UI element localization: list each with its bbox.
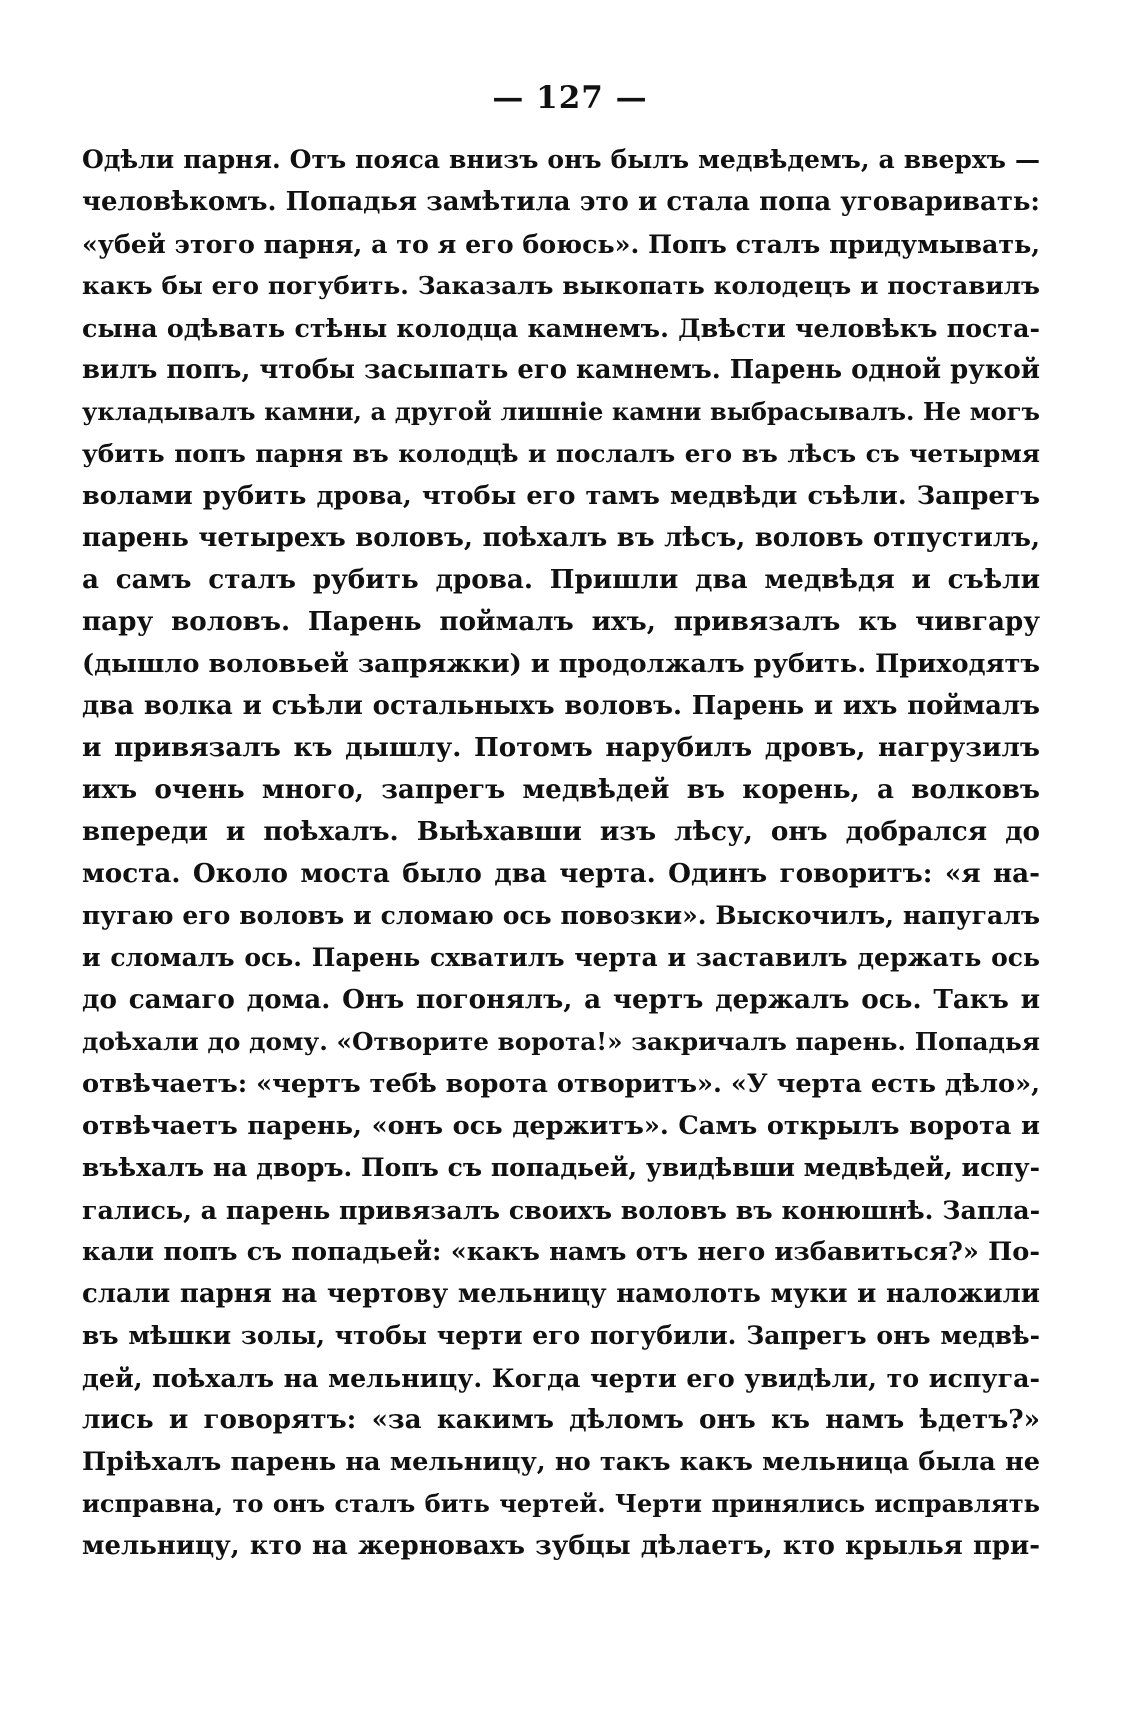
text-line: укладывалъ камни, а другой лишніе камни выбрасывалъ. Не могъ bbox=[82, 397, 1040, 426]
text-line: человѣкомъ. Попадья замѣтила это и стала попа уговаривать: bbox=[82, 187, 1040, 217]
text-line: какъ бы его погубить. Заказалъ выкопать колодецъ и поставилъ bbox=[82, 271, 1040, 300]
text-line: (дышло воловьей запряжки) и продолжалъ рубить. Приходятъ bbox=[82, 649, 1040, 679]
text-line: вилъ попъ, чтобы засыпать его камнемъ. Парень одной рукой bbox=[82, 355, 1040, 385]
text-line: Пріѣхалъ парень на мельницу, но такъ какъ мельница была не bbox=[82, 1447, 1040, 1477]
text-line: парень четырехъ воловъ, поѣхалъ въ лѣсъ, воловъ отпустилъ, bbox=[82, 523, 1040, 553]
text-line: исправна, то онъ сталъ бить чертей. Черти принялись исправлять bbox=[82, 1489, 1040, 1518]
text-line: доѣхали до дому. «Отворите ворота!» закричалъ парень. Попадья bbox=[82, 1027, 1040, 1056]
text-line: дей, поѣхалъ на мельницу. Когда черти его увидѣли, то испуга- bbox=[82, 1363, 1040, 1393]
text-line: пару воловъ. Парень поймалъ ихъ, привязалъ къ чивгару bbox=[82, 606, 1040, 637]
text-line: а самъ сталъ рубить дрова. Пришли два медвѣдя и съѣли bbox=[82, 564, 1040, 595]
text-line: пугаю его воловъ и сломаю ось повозки». Выскочилъ, напугалъ bbox=[82, 901, 1040, 930]
text-line: мельницу, кто на жерновахъ зубцы дѣлаетъ, кто крылья при- bbox=[82, 1531, 1040, 1561]
text-line: въѣхалъ на дворъ. Попъ съ попадьей, увидѣвши медвѣдей, испу- bbox=[82, 1153, 1040, 1182]
text-line: моста. Около моста было два черта. Одинъ говоритъ: «я на- bbox=[82, 858, 1040, 889]
text-line: и привязалъ къ дышлу. Потомъ нарубилъ дровъ, нагрузилъ bbox=[82, 732, 1040, 763]
page-number: — 127 — bbox=[492, 80, 648, 116]
text-line: волами рубить дрова, чтобы его тамъ медвѣди съѣли. Запрегъ bbox=[82, 481, 1040, 511]
text-line: убить попъ парня въ колодцѣ и послалъ его въ лѣсъ съ четырмя bbox=[82, 439, 1040, 468]
text-line: слали парня на чертову мельницу намолоть муки и наложили bbox=[82, 1279, 1040, 1309]
text-line: отвѣчаетъ: «чертъ тебѣ ворота отворитъ». «У черта есть дѣло», bbox=[82, 1069, 1040, 1099]
text-line: Одѣли парня. Отъ пояса внизъ онъ былъ медвѣдемъ, а вверхъ — bbox=[82, 145, 1040, 174]
text-line: лись и говорятъ: «за какимъ дѣломъ онъ къ намъ ѣдетъ?» bbox=[82, 1404, 1040, 1435]
text-line: въ мѣшки золы, чтобы черти его погубили. Запрегъ онъ медвѣ- bbox=[82, 1321, 1040, 1350]
body-text bbox=[82, 139, 1040, 1567]
text-line: отвѣчаетъ парень, «онъ ось держитъ». Самъ открылъ ворота и bbox=[82, 1111, 1040, 1141]
text-line: до самаго дома. Онъ погонялъ, а чертъ держалъ ось. Такъ и bbox=[82, 984, 1040, 1015]
text-line: два волка и съѣли остальныхъ воловъ. Парень и ихъ поймалъ bbox=[82, 691, 1040, 721]
text-line: и сломалъ ось. Парень схватилъ черта и заставилъ держать ось bbox=[82, 943, 1040, 972]
text-line: ихъ очень много, запрегъ медвѣдей въ корень, а волковъ bbox=[82, 774, 1040, 805]
text-line: гались, а парень привязалъ своихъ воловъ въ конюшнѣ. Запла- bbox=[82, 1195, 1041, 1225]
text-line: кали попъ съ попадьей: «какъ намъ отъ него избавиться?» По- bbox=[82, 1237, 1040, 1267]
text-line: впереди и поѣхалъ. Выѣхавши изъ лѣсу, онъ добрался до bbox=[82, 816, 1040, 847]
text-line: «убей этого парня, а то я его боюсь». Попъ сталъ придумывать, bbox=[82, 229, 1041, 259]
text-line: сына одѣвать стѣны колодца камнемъ. Двѣсти человѣкъ поста- bbox=[82, 313, 1040, 343]
